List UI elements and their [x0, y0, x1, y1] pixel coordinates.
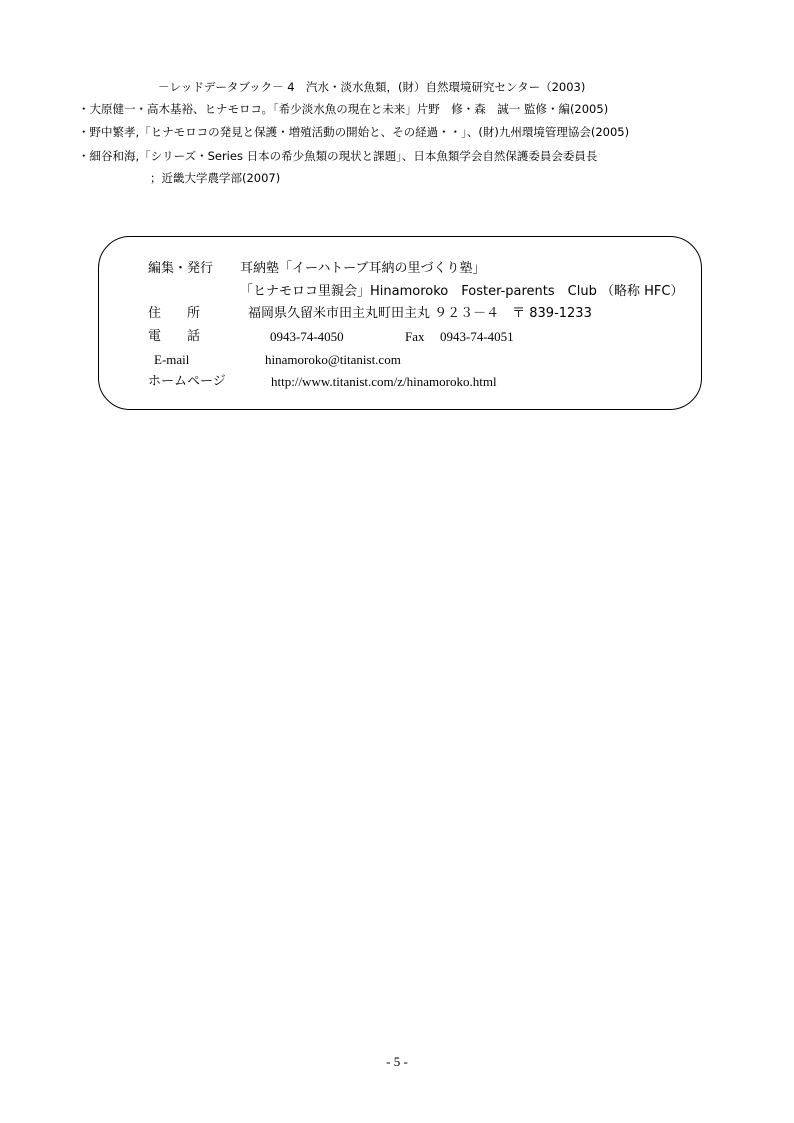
homepage-label: ホームページ	[148, 374, 226, 389]
reference-item: －レッドデータブック－ 4 汽水・淡水魚類，(財）自然環境研究センター（2003)	[158, 80, 586, 94]
reference-item: ・細谷和海,「シリーズ・Series 日本の希少魚類の現状と課題」、日本魚類学会自然保護委員会委員長	[78, 149, 598, 163]
address-label: 住 所	[148, 306, 201, 321]
email-link[interactable]: hinamoroko@titanist.com	[265, 352, 401, 367]
phone-value: 0943-74-4050	[270, 329, 344, 344]
page-number: - 5 -	[386, 1054, 408, 1069]
editor-label: 編集・発行	[148, 261, 214, 276]
reference-item: ；近畿大学農学部(2007)	[150, 171, 281, 185]
address-value: 福岡県久留米市田主丸町田主丸 ９２３－４ 〒 839-1233	[248, 306, 592, 321]
fax-label: Fax	[405, 329, 425, 344]
reference-item: ・野中繁孝,「ヒナモロコの発見と保護・増殖活動の開始と、その経過・・」、(財)九州環境管理協会(2005)	[78, 125, 630, 139]
reference-item: ・大原健一・高木基裕、ヒナモロコ。「希少淡水魚の現在と未来」片野 修・森 誠一 監修・編(2005)	[78, 102, 609, 116]
phone-label: 電 話	[148, 329, 201, 344]
editor-value: 耳納塾「イーハトーブ耳納の里づくり塾」	[240, 261, 486, 276]
club-name: 「ヒナモロコ里親会」Hinamoroko Foster-parents Club （略称 HFC）	[240, 284, 684, 299]
homepage-link[interactable]: http://www.titanist.com/z/hinamoroko.html	[271, 374, 497, 389]
email-label: E-mail	[154, 352, 190, 367]
fax-value: 0943-74-4051	[440, 329, 514, 344]
